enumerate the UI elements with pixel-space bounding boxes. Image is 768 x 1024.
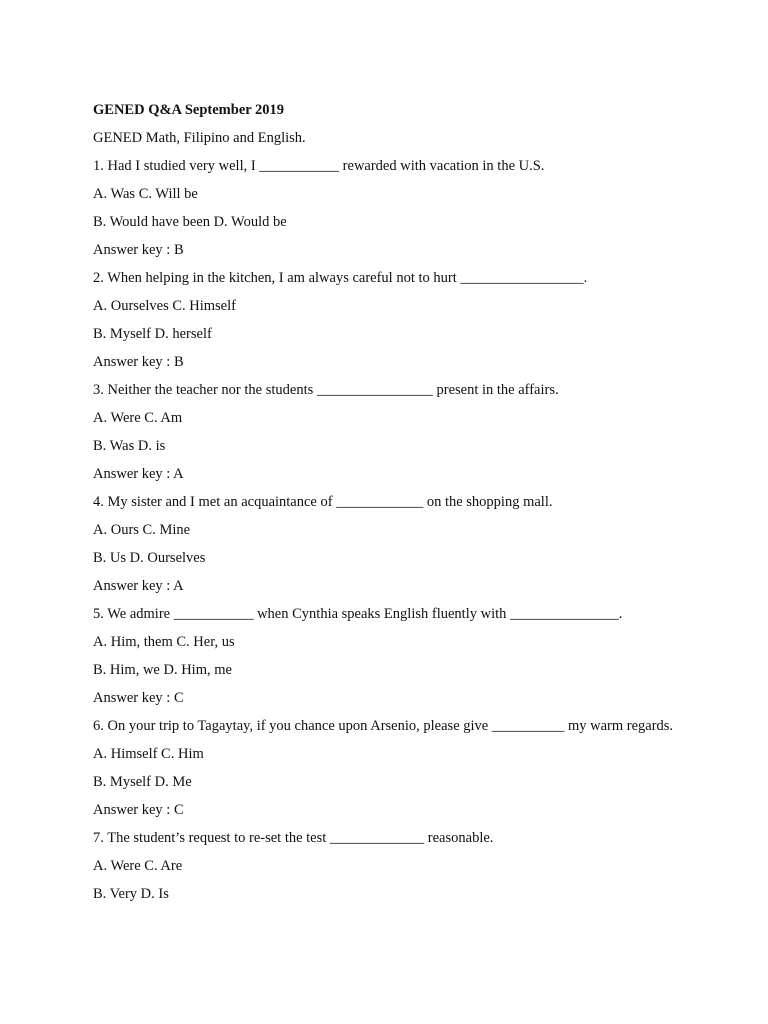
question-block-4 — [93, 493, 683, 595]
answer-key: Answer key : A — [93, 466, 184, 482]
answer-key: Answer key : C — [93, 802, 184, 818]
question-text: 1. Had I studied very well, I ___________ rewarded with vacation in the U.S. — [93, 158, 545, 174]
answer-key: Answer key : B — [93, 354, 184, 370]
answer-key: Answer key : C — [93, 690, 184, 706]
options-row: A. Were C. Am — [93, 410, 183, 426]
question-text: 7. The student’s request to re-set the test _____________ reasonable. — [93, 830, 494, 846]
question-text: 4. My sister and I met an acquaintance of ____________ on the shopping mall. — [93, 494, 553, 510]
question-text: 3. Neither the teacher nor the students ________________ present in the affairs. — [93, 382, 559, 398]
document-title: GENED Q&A September 2019 — [93, 102, 285, 118]
document-page — [93, 101, 683, 913]
options-row: B. Myself D. Me — [93, 774, 192, 790]
options-row: A. Him, them C. Her, us — [93, 634, 235, 650]
question-block-2 — [93, 269, 683, 371]
question-block-7 — [93, 829, 683, 903]
options-row: B. Very D. Is — [93, 886, 169, 902]
answer-key: Answer key : B — [93, 242, 184, 258]
question-block-1 — [93, 157, 683, 259]
options-row: B. Myself D. herself — [93, 326, 212, 342]
options-row: A. Himself C. Him — [93, 746, 204, 762]
question-block-3 — [93, 381, 683, 483]
options-row: B. Him, we D. Him, me — [93, 662, 232, 678]
options-row: A. Ourselves C. Himself — [93, 298, 236, 314]
options-row: B. Would have been D. Would be — [93, 214, 287, 230]
options-row: B. Us D. Ourselves — [93, 550, 206, 566]
options-row: B. Was D. is — [93, 438, 166, 454]
document-subtitle: GENED Math, Filipino and English. — [93, 130, 306, 146]
options-row: A. Were C. Are — [93, 858, 183, 874]
question-text: 6. On your trip to Tagaytay, if you chance upon Arsenio, please give __________ my warm regards. — [93, 718, 674, 734]
answer-key: Answer key : A — [93, 578, 184, 594]
question-block-5 — [93, 605, 683, 707]
options-row: A. Ours C. Mine — [93, 522, 191, 538]
question-text: 5. We admire ___________ when Cynthia speaks English fluently with _______________. — [93, 606, 623, 622]
question-text: 2. When helping in the kitchen, I am always careful not to hurt _________________. — [93, 270, 588, 286]
options-row: A. Was C. Will be — [93, 186, 198, 202]
question-block-6 — [93, 717, 683, 819]
